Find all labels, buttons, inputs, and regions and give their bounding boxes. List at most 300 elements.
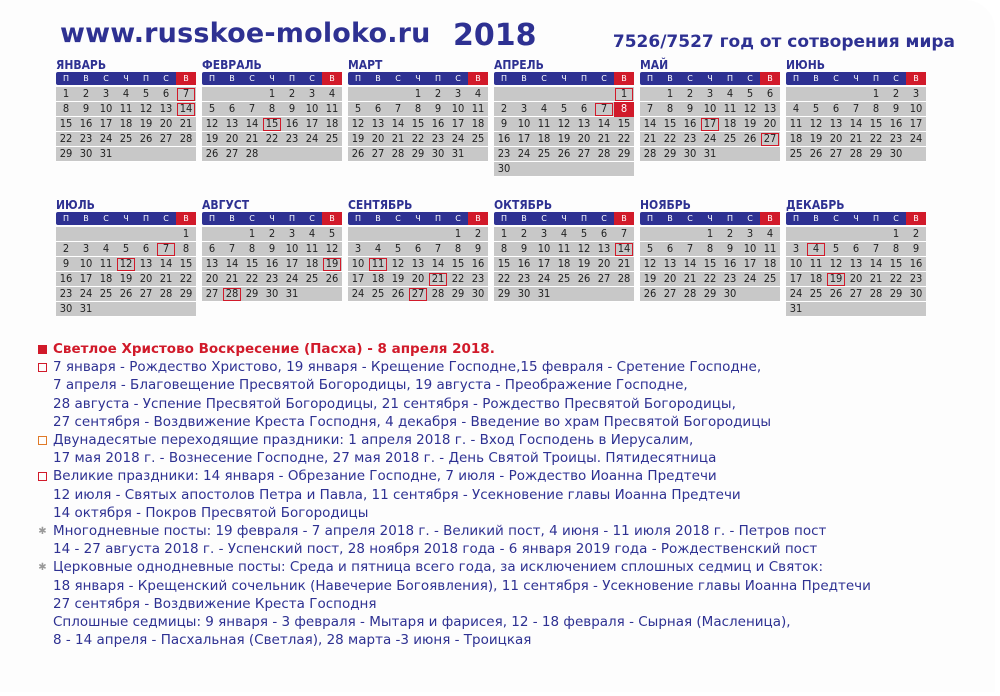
day-cell: 21 (597, 132, 611, 145)
day-cell: 2 (726, 227, 734, 240)
day-cell: 28 (179, 132, 193, 145)
day-cell: 7 (646, 102, 654, 115)
day-cell: 22 (869, 132, 883, 145)
day-cell: 2 (520, 227, 528, 240)
note-text: Светлое Христово Воскресение (Пасха) - 8 апреля 2018. (53, 341, 495, 357)
day-cell: 9 (686, 102, 694, 115)
weekday-label: В (322, 72, 342, 85)
day-cell: 23 (265, 272, 279, 285)
empty-cell (554, 87, 574, 102)
empty-cell (368, 227, 388, 242)
day-cell: 26 (809, 147, 823, 160)
note-text: Сплошные седмицы: 9 января - 3 февраля - Мытаря и фарисея, 12 - 18 февраля - Сырная (Масленица), (53, 614, 791, 631)
day-grid (348, 227, 488, 302)
weekday-label: С (163, 74, 169, 83)
day-cell: 3 (102, 87, 110, 100)
note-line (38, 613, 965, 631)
day-cell: 9 (434, 102, 442, 115)
day-cell: 18 (763, 257, 777, 270)
day-cell: 8 (500, 242, 508, 255)
day-cell: 26 (325, 272, 339, 285)
day-cell: 4 (102, 242, 110, 255)
day-cell: 11 (305, 242, 319, 255)
weekday-header (56, 212, 196, 225)
day-cell: 10 (743, 242, 757, 255)
day-cell: 8 (706, 242, 714, 255)
day-cell: 26 (391, 287, 405, 300)
day-cell: 17 (537, 257, 551, 270)
weekday-header (202, 212, 342, 225)
day-cell: 15 (703, 257, 717, 270)
day-cell: 19 (809, 132, 823, 145)
day-cell: 30 (265, 287, 279, 300)
day-cell: 31 (99, 147, 113, 160)
day-cell: 16 (723, 257, 737, 270)
empty-cell (806, 227, 826, 242)
day-cell: 21 (179, 117, 193, 130)
weekday-label: В (667, 74, 673, 83)
day-cell: 24 (909, 132, 923, 145)
square-marker-icon (38, 345, 47, 354)
day-cell: 2 (288, 87, 296, 100)
day-cell: 20 (763, 117, 777, 130)
calendar-year: 2018 (453, 18, 537, 53)
note-line (38, 376, 965, 394)
day-cell: 4 (328, 87, 336, 100)
weekday-label: П (726, 214, 733, 223)
weekday-label: В (760, 212, 780, 225)
empty-cell (222, 87, 242, 102)
day-cell: 16 (265, 257, 279, 270)
day-cell: 9 (474, 242, 482, 255)
day-cell: 8 (666, 102, 674, 115)
day-cell: 6 (374, 102, 382, 115)
day-cell: 26 (743, 132, 757, 145)
empty-cell (408, 227, 428, 242)
day-cell: 21 (643, 132, 657, 145)
weekday-label: Ч (123, 74, 129, 83)
day-cell: 12 (391, 257, 405, 270)
day-cell: 1 (454, 227, 462, 240)
day-cell: 3 (288, 227, 296, 240)
day-cell: 7 (228, 242, 236, 255)
day-cell: 30 (683, 147, 697, 160)
weekday-label: Ч (415, 74, 421, 83)
note-text: 8 - 14 апреля - Пасхальная (Светлая), 28 марта -3 июня - Троицкая (53, 632, 532, 649)
empty-cell (56, 227, 76, 242)
day-cell: 4 (374, 242, 382, 255)
day-cell: 7 (156, 242, 176, 257)
day-cell: 20 (829, 132, 843, 145)
holiday-notes (38, 340, 965, 649)
day-cell: 24 (537, 272, 551, 285)
day-cell: 20 (663, 272, 677, 285)
day-cell: 8 (614, 102, 634, 117)
site-url[interactable]: www.russkoe-moloko.ru (60, 18, 431, 49)
weekday-label: П (288, 74, 295, 83)
month-8 (202, 198, 342, 326)
day-cell: 16 (59, 272, 73, 285)
weekday-header (640, 72, 780, 85)
day-cell: 12 (829, 257, 843, 270)
day-cell: 16 (79, 117, 93, 130)
day-cell: 21 (159, 272, 173, 285)
day-cell: 6 (666, 242, 674, 255)
day-cell: 22 (497, 272, 511, 285)
day-cell: 5 (142, 87, 150, 100)
day-cell: 8 (62, 102, 70, 115)
star-icon: ✱ (38, 562, 47, 574)
weekday-label: П (792, 74, 799, 83)
weekday-header (202, 72, 342, 85)
day-cell: 12 (643, 257, 657, 270)
day-cell: 16 (285, 117, 299, 130)
weekday-label: В (176, 212, 196, 225)
day-cell: 30 (471, 287, 485, 300)
day-cell: 10 (789, 257, 803, 270)
day-cell: 25 (723, 132, 737, 145)
day-cell: 15 (179, 257, 193, 270)
day-cell: 21 (617, 257, 631, 270)
day-cell: 30 (497, 162, 511, 175)
day-cell: 27 (159, 132, 173, 145)
day-cell: 28 (869, 287, 883, 300)
note-text: Многодневные посты: 19 февраля - 7 апреля 2018 г. - Великий пост, 4 июня - 11 июля 2018 г. - Петров пост (53, 523, 827, 540)
day-cell: 15 (869, 117, 883, 130)
day-cell: 9 (726, 242, 734, 255)
day-cell: 17 (451, 117, 465, 130)
weekday-label: С (455, 74, 461, 83)
day-cell: 10 (99, 102, 113, 115)
day-cell: 6 (208, 242, 216, 255)
day-cell: 4 (474, 87, 482, 100)
day-cell: 2 (62, 242, 70, 255)
day-cell: 19 (826, 272, 846, 287)
day-cell: 22 (265, 132, 279, 145)
day-cell: 16 (889, 117, 903, 130)
day-cell: 1 (500, 227, 508, 240)
day-cell: 13 (411, 257, 425, 270)
day-cell: 14 (643, 117, 657, 130)
day-cell: 3 (520, 102, 528, 115)
day-cell: 17 (743, 257, 757, 270)
weekday-label: С (541, 74, 547, 83)
empty-cell (640, 87, 660, 102)
day-cell: 7 (852, 102, 860, 115)
weekday-label: Ч (561, 74, 567, 83)
weekday-header (786, 212, 926, 225)
day-cell: 18 (371, 272, 385, 285)
header (60, 18, 955, 56)
day-cell: 22 (663, 132, 677, 145)
day-cell: 14 (245, 117, 259, 130)
weekday-label: Ч (123, 214, 129, 223)
day-cell: 27 (408, 287, 428, 302)
day-cell: 26 (577, 272, 591, 285)
day-cell: 10 (351, 257, 365, 270)
day-cell: 24 (285, 272, 299, 285)
weekday-label: П (142, 74, 149, 83)
day-grid (202, 227, 342, 302)
weekday-label: В (468, 72, 488, 85)
day-cell: 29 (617, 147, 631, 160)
day-cell: 18 (557, 257, 571, 270)
note-line (38, 595, 965, 613)
day-cell: 1 (706, 227, 714, 240)
day-cell: 1 (666, 87, 674, 100)
month-5 (640, 58, 780, 186)
day-cell: 13 (225, 117, 239, 130)
day-cell: 8 (872, 102, 880, 115)
weekday-label: Ч (707, 74, 713, 83)
day-cell: 28 (245, 147, 259, 160)
day-cell: 4 (122, 87, 130, 100)
day-cell: 12 (139, 102, 153, 115)
note-text: 7 января - Рождество Христово, 19 января - Крещение Господне,15 февраля - Сретение Господне, (53, 359, 762, 376)
day-cell: 2 (474, 227, 482, 240)
day-cell: 20 (225, 132, 239, 145)
day-cell: 15 (262, 117, 282, 132)
empty-cell (866, 227, 886, 242)
day-cell: 28 (391, 147, 405, 160)
day-cell: 17 (789, 272, 803, 285)
weekday-label: П (208, 214, 215, 223)
weekday-label: Ч (561, 214, 567, 223)
day-cell: 20 (205, 272, 219, 285)
day-cell: 26 (829, 287, 843, 300)
day-cell: 9 (288, 102, 296, 115)
day-cell: 3 (746, 227, 754, 240)
day-cell: 7 (434, 242, 442, 255)
weekday-label: Ч (269, 74, 275, 83)
day-grid (640, 227, 780, 302)
day-cell: 11 (789, 117, 803, 130)
day-cell: 25 (325, 132, 339, 145)
note-line (38, 340, 965, 358)
day-cell: 11 (368, 257, 388, 272)
note-line (38, 486, 965, 504)
day-cell: 29 (451, 287, 465, 300)
day-cell: 3 (354, 242, 362, 255)
weekday-label: В (760, 72, 780, 85)
weekday-label: П (872, 74, 879, 83)
day-cell: 17 (700, 117, 720, 132)
weekday-header (640, 212, 780, 225)
day-cell: 27 (577, 147, 591, 160)
weekday-label: П (792, 214, 799, 223)
weekday-label: С (309, 214, 315, 223)
weekday-label: В (521, 214, 527, 223)
weekday-label: П (500, 214, 507, 223)
weekday-label: Ч (853, 74, 859, 83)
day-cell: 18 (119, 117, 133, 130)
day-cell: 16 (683, 117, 697, 130)
day-cell: 30 (723, 287, 737, 300)
day-cell: 2 (912, 227, 920, 240)
day-cell: 31 (537, 287, 551, 300)
day-cell: 24 (99, 132, 113, 145)
day-cell: 25 (119, 132, 133, 145)
month-4 (494, 58, 634, 186)
day-cell: 23 (909, 272, 923, 285)
day-cell: 5 (746, 87, 754, 100)
square-marker-icon (38, 363, 47, 372)
note-line (38, 558, 965, 576)
day-cell: 13 (139, 257, 153, 270)
day-cell: 19 (205, 132, 219, 145)
note-text: 17 мая 2018 г. - Вознесение Господне, 27 мая 2018 г. - День Святой Троицы. Пятидесятница (53, 450, 717, 467)
weekday-label: П (646, 214, 653, 223)
day-cell: 21 (225, 272, 239, 285)
day-cell: 3 (454, 87, 462, 100)
day-cell: 26 (205, 147, 219, 160)
day-cell: 10 (79, 257, 93, 270)
day-cell: 12 (743, 102, 757, 115)
weekday-header (56, 72, 196, 85)
weekday-label: В (375, 214, 381, 223)
note-line (38, 631, 965, 649)
weekday-label: П (434, 214, 441, 223)
day-cell: 10 (305, 102, 319, 115)
day-cell: 2 (434, 87, 442, 100)
day-cell: 18 (305, 257, 319, 270)
day-cell: 14 (176, 102, 196, 117)
day-cell: 27 (760, 132, 780, 147)
day-cell: 3 (706, 87, 714, 100)
month-name: МАЙ (640, 58, 669, 72)
day-cell: 24 (305, 132, 319, 145)
day-cell: 5 (354, 102, 362, 115)
day-cell: 4 (766, 227, 774, 240)
day-cell: 22 (411, 132, 425, 145)
day-cell: 6 (766, 87, 774, 100)
day-cell: 11 (119, 102, 133, 115)
day-cell: 19 (322, 257, 342, 272)
day-cell: 17 (909, 117, 923, 130)
day-cell: 22 (451, 272, 465, 285)
day-cell: 17 (517, 132, 531, 145)
day-cell: 23 (431, 132, 445, 145)
day-cell: 1 (614, 87, 634, 102)
day-cell: 25 (471, 132, 485, 145)
day-cell: 19 (119, 272, 133, 285)
day-cell: 8 (454, 242, 462, 255)
weekday-label: С (893, 214, 899, 223)
day-cell: 27 (225, 147, 239, 160)
day-cell: 2 (82, 87, 90, 100)
note-line (38, 577, 965, 595)
empty-cell (680, 227, 700, 242)
day-cell: 2 (892, 87, 900, 100)
day-cell: 27 (829, 147, 843, 160)
day-cell: 24 (703, 132, 717, 145)
day-grid (56, 87, 196, 162)
day-cell: 21 (683, 272, 697, 285)
day-cell: 20 (159, 117, 173, 130)
day-grid (494, 87, 634, 177)
day-cell: 5 (122, 242, 130, 255)
day-grid (348, 87, 488, 162)
day-cell: 19 (139, 117, 153, 130)
day-cell: 20 (849, 272, 863, 285)
day-cell: 9 (268, 242, 276, 255)
weekday-label: Ч (707, 214, 713, 223)
day-cell: 22 (245, 272, 259, 285)
empty-cell (494, 87, 514, 102)
day-cell: 26 (643, 287, 657, 300)
weekday-label: П (872, 214, 879, 223)
day-cell: 6 (580, 102, 588, 115)
day-cell: 5 (208, 102, 216, 115)
day-cell: 29 (497, 287, 511, 300)
empty-cell (136, 227, 156, 242)
note-line (38, 504, 965, 522)
day-cell: 14 (869, 257, 883, 270)
day-cell: 18 (723, 117, 737, 130)
day-cell: 5 (832, 242, 840, 255)
day-cell: 20 (577, 132, 591, 145)
day-cell: 8 (892, 242, 900, 255)
weekday-label: Ч (415, 214, 421, 223)
day-cell: 27 (849, 287, 863, 300)
day-cell: 13 (663, 257, 677, 270)
day-cell: 27 (371, 147, 385, 160)
weekday-label: С (103, 74, 109, 83)
square-marker-icon (38, 436, 47, 445)
day-cell: 23 (59, 287, 73, 300)
day-cell: 5 (580, 227, 588, 240)
day-cell: 27 (663, 287, 677, 300)
weekday-label: С (541, 214, 547, 223)
day-cell: 24 (743, 272, 757, 285)
day-cell: 15 (451, 257, 465, 270)
day-grid (786, 227, 926, 317)
day-cell: 12 (577, 242, 591, 255)
month-name: ИЮЛЬ (56, 198, 95, 212)
note-text: 27 сентября - Воздвижение Креста Господня (53, 595, 377, 612)
day-cell: 1 (62, 87, 70, 100)
day-cell: 10 (703, 102, 717, 115)
day-cell: 20 (139, 272, 153, 285)
day-cell: 22 (179, 272, 193, 285)
day-cell: 8 (182, 242, 190, 255)
day-cell: 4 (540, 102, 548, 115)
day-cell: 1 (872, 87, 880, 100)
day-cell: 1 (892, 227, 900, 240)
day-cell: 31 (79, 302, 93, 315)
day-cell: 4 (560, 227, 568, 240)
month-name: СЕНТЯБРЬ (348, 198, 413, 212)
day-cell: 11 (763, 242, 777, 255)
day-cell: 26 (119, 287, 133, 300)
day-cell: 7 (620, 227, 628, 240)
day-cell: 8 (414, 102, 422, 115)
day-cell: 26 (351, 147, 365, 160)
month-name: МАРТ (348, 58, 383, 72)
day-cell: 24 (451, 132, 465, 145)
month-name: АВГУСТ (202, 198, 250, 212)
day-cell: 28 (849, 147, 863, 160)
weekday-label: П (62, 74, 69, 83)
note-text: 27 сентября - Воздвижение Креста Господня, 4 декабря - Введение во храм Пресвятой Богородицы (53, 413, 772, 430)
weekday-label: В (667, 214, 673, 223)
day-cell: 16 (517, 257, 531, 270)
weekday-label: П (354, 74, 361, 83)
day-cell: 9 (520, 242, 528, 255)
empty-cell (806, 87, 826, 102)
day-cell: 28 (222, 287, 242, 302)
day-cell: 3 (792, 242, 800, 255)
